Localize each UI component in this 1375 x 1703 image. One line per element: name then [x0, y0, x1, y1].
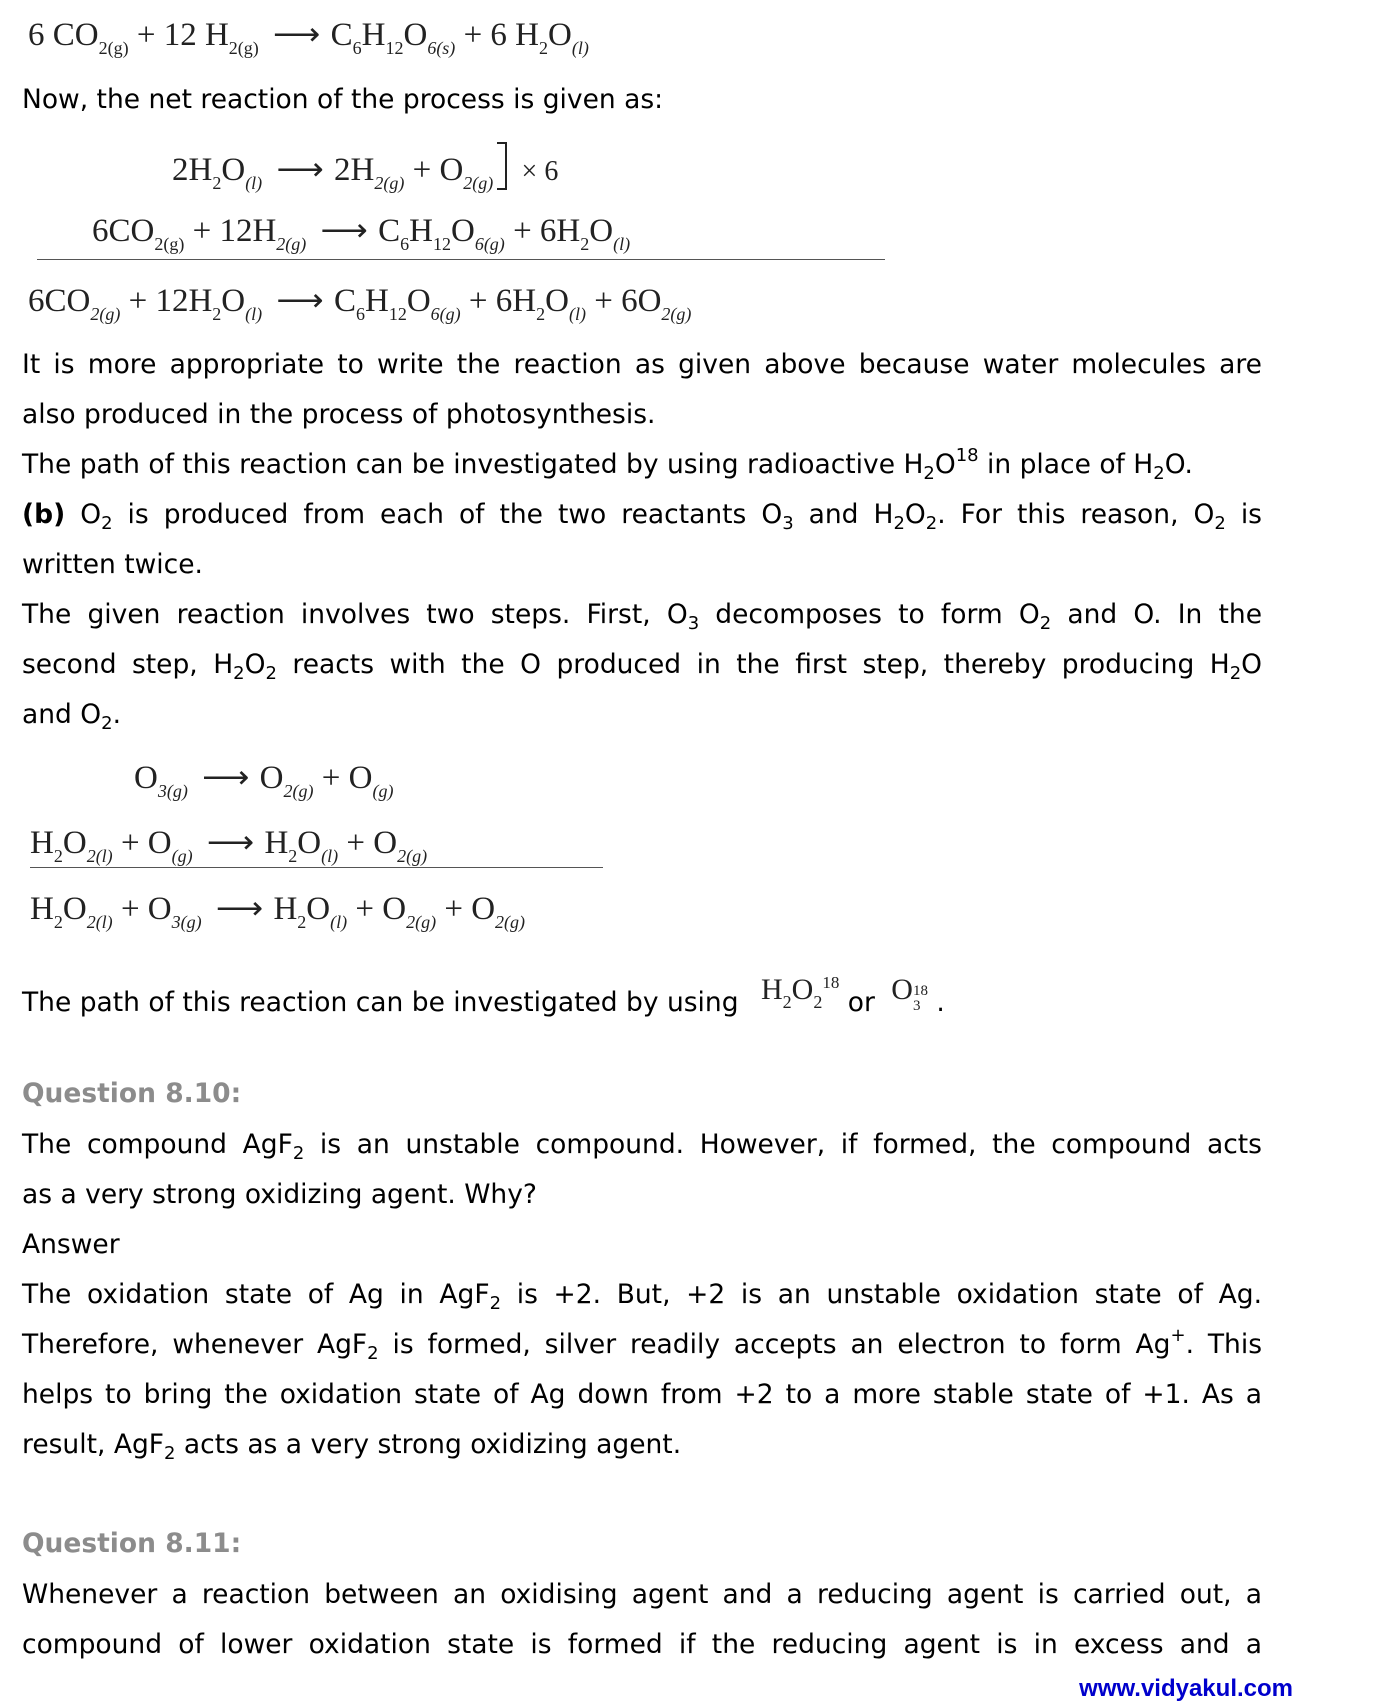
question-text: compound of lower oxidation state is formed if the reducing agent is in excess and a: [22, 1629, 1262, 1660]
formula-h2o2-18: $H_2O_2^{18}$: [760, 973, 840, 1012]
paragraph-line: It is more appropriate to write the reaction as given above because water molecules are: [22, 349, 1262, 380]
paragraph-line: and $O_2$.: [22, 699, 122, 734]
equation-h2o2-ozone-net: $H_2O_{2(l)} + O_{3(g)}$ ⟶ $H_2O_{(l)} + O_{2(g)} + O_{2(g)}$: [30, 888, 525, 933]
question-heading: Question 8.11:: [22, 1528, 242, 1559]
reaction-arrow-icon: ⟶: [273, 17, 317, 53]
reaction-arrow-icon: ⟶: [206, 825, 251, 861]
reaction-arrow-icon: ⟶: [215, 891, 260, 927]
answer-text: helps to bring the oxidation state of Ag down from +2 to a more stable state of +1. As a: [22, 1379, 1262, 1410]
footer-website-link[interactable]: www.vidyakul.com: [1079, 1675, 1293, 1702]
equation-divider: [37, 259, 885, 260]
answer-text: result, AgF$_2$ acts as a very strong oxidizing agent.: [22, 1429, 682, 1464]
equation-photosynthesis-h2: 6 $CO_{2(g)} + 12$ $H_{2(g)}$ ⟶ $C_6H_{12}O_{6(s)} + 6$ $H_2O_{(l)}$: [28, 14, 589, 59]
equation-water-split: $2H_2O_{(l)}$ ⟶ $2H_{2(g)} + O_{2(g)} \times 6$: [172, 142, 558, 194]
reaction-arrow-icon: ⟶: [320, 213, 364, 249]
reaction-arrow-icon: ⟶: [276, 152, 320, 188]
paragraph-line: also produced in the process of photosynthesis.: [22, 399, 656, 430]
answer-text: The oxidation state of Ag in AgF$_2$ is +2. But, +2 is an unstable oxidation state of Ag.: [22, 1279, 1262, 1314]
paragraph-line: second step, $H_2O_2$ reacts with the O produced in the first step, thereby producing $H_2O$: [22, 649, 1262, 684]
paragraph-line: The given reaction involves two steps. First, $O_3$ decomposes to form $O_2$ and O. In the: [22, 599, 1262, 634]
answer-label: Answer: [22, 1229, 120, 1260]
reaction-arrow-icon: ⟶: [202, 760, 246, 796]
answer-text: Therefore, whenever AgF$_2$ is formed, silver readily accepts an electron to form Ag+. This: [22, 1325, 1263, 1364]
bracket-icon: [497, 142, 507, 190]
paragraph-line: (b) $O_2$ is produced from each of the two reactants $O_3$ and $H_2O_2$. For this reason, $O_2$ is: [22, 499, 1262, 534]
question-heading: Question 8.10:: [22, 1078, 242, 1109]
equation-divider: [30, 867, 603, 868]
equation-h2o2-o: $H_2O_{2(l)} + O_{(g)}$ ⟶ $H_2O_{(l)} + O_{2(g)}$: [30, 822, 427, 867]
question-text: Whenever a reaction between an oxidising agent and a reducing agent is carried out, a: [22, 1579, 1262, 1610]
formula-o3-18: O 18 3: [891, 973, 928, 1014]
paragraph-line: The path of this reaction can be investigated by using $H_2O_2^{18}$ or O 18 3 .: [22, 973, 945, 1018]
question-text: as a very strong oxidizing agent. Why?: [22, 1179, 537, 1210]
equation-co2-h2: $6CO_{2(g)} + 12H_{2(g)}$ ⟶ $C_6H_{12}O_{6(g)} + 6H_2O_{(l)}$: [92, 210, 630, 255]
paragraph-line: The path of this reaction can be investigated by using radioactive $H_2O^{18}$ in place of $H_2O$.: [22, 445, 1193, 484]
question-text: The compound AgF$_2$ is an unstable compound. However, if formed, the compound acts: [22, 1129, 1262, 1164]
net-reaction-intro: Now, the net reaction of the process is given as:: [22, 84, 664, 115]
paragraph-line: written twice.: [22, 549, 203, 580]
equation-net-photosynthesis: $6CO_{2(g)} + 12H_2O_{(l)}$ ⟶ $C_6H_{12}O_{6(g)} + 6H_2O_{(l)} + 6O_{2(g)}$: [28, 280, 691, 325]
reaction-arrow-icon: ⟶: [276, 283, 320, 319]
equation-ozone-decomp: $O_{3(g)}$ ⟶ $O_{2(g)} + O_{(g)}$: [134, 757, 393, 802]
